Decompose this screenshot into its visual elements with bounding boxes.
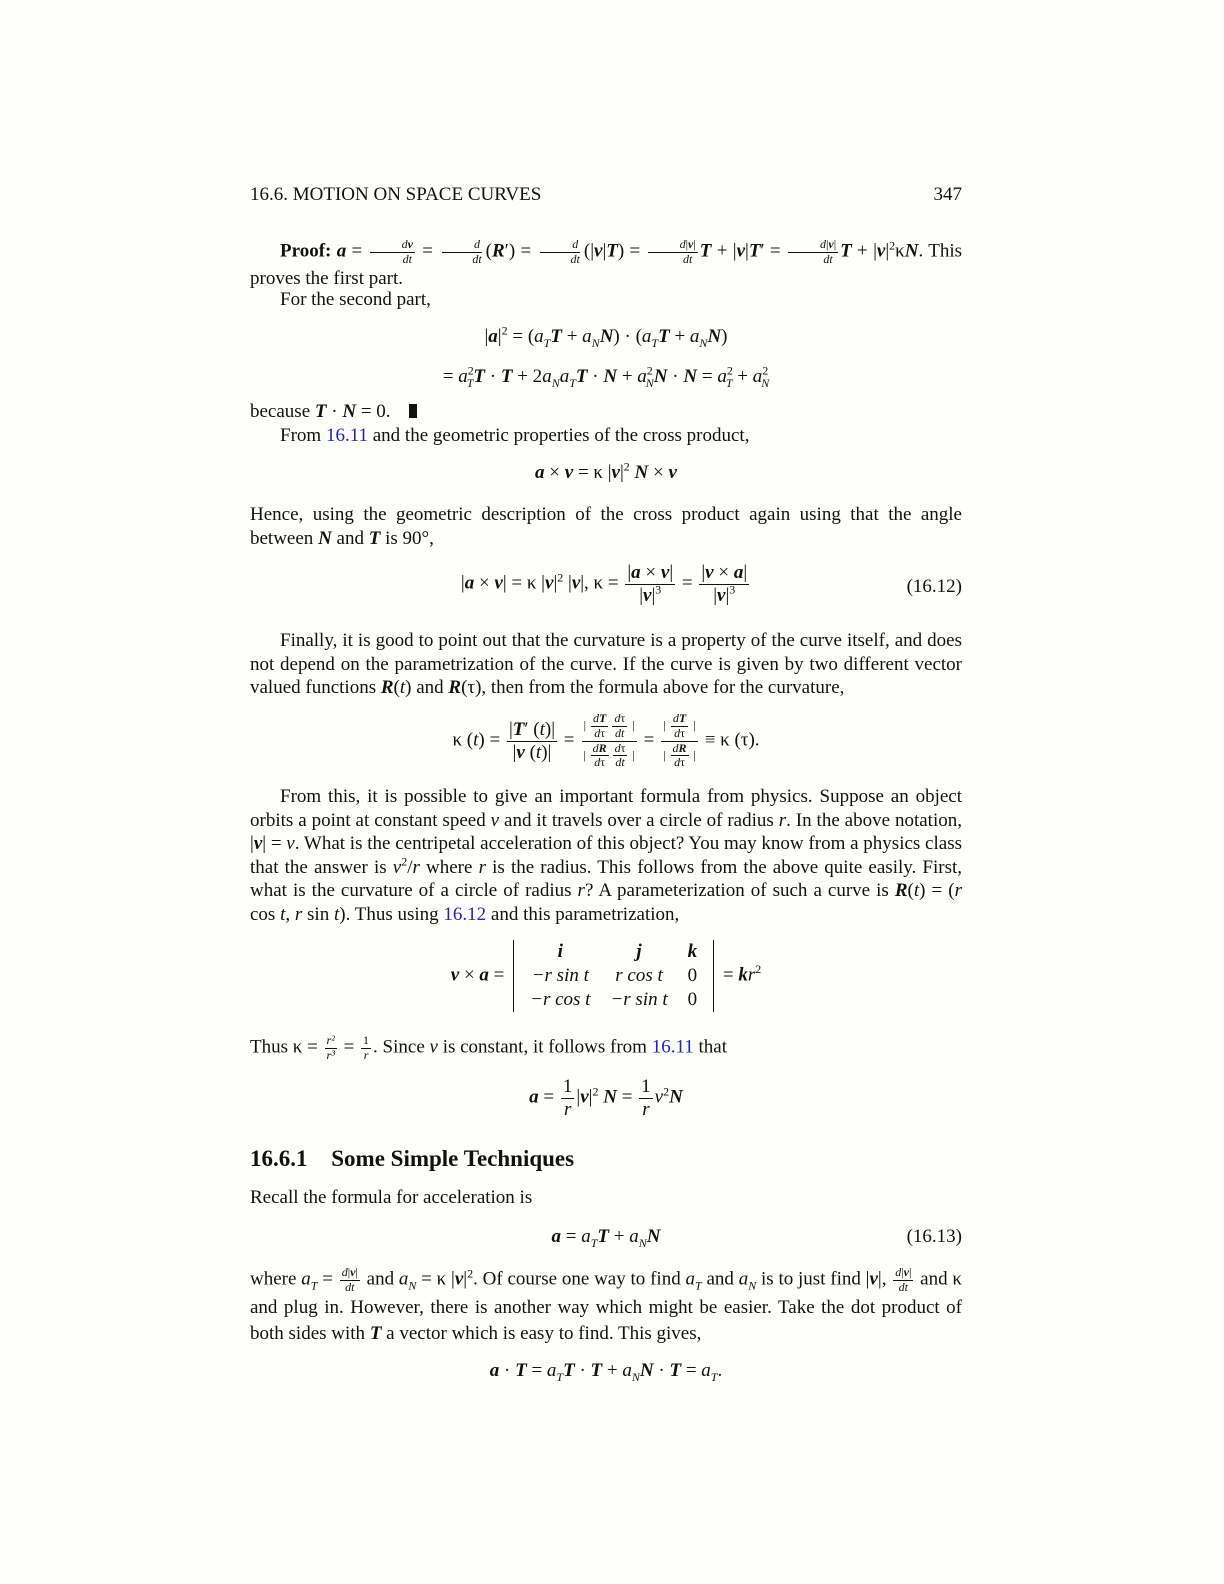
hence-paragraph: Hence, using the geometric description of the cross product again using that the angle between N and T is 90°,	[250, 504, 962, 549]
equation-dot-product: $a \cdot T = a_TT \cdot T + a_NN \cdot T = a_T$.	[489, 1360, 723, 1384]
equation-centripetal: a = $\frac{1}{r}$ $|v|^2$ N = $\frac{1}{r}$ $v^2N$	[529, 1076, 683, 1120]
page-number: 347	[933, 184, 962, 205]
section-number: 16.6.1	[250, 1146, 308, 1171]
ref-link-16-11-b[interactable]: 16.11	[651, 1036, 694, 1058]
physics-paragraph: From this, it is possible to give an important formula from physics. Suppose an object orbits a point at constant speed v and it travels over a circle of radius r. In the above notation, |v| = v. What is the centripetal acceleration of this object? You may know from a physics class that the answer is $v^2/r$ where r is the radius. This follows from the above quite easily. First, what is the curvature of a circle of radius r? A parameterization of such a curve is R(t) = (r cos t, r sin t). Thus using 16.12 and this parametrization,	[250, 786, 963, 925]
ref-link-16-11[interactable]: 16.11	[325, 425, 368, 446]
proof-paragraph: Proof: a = $\frac{dv}{dt}$ = $\frac{d}{dt}$ (R′) = $\frac{d}{dt}$ (|v|T) = $\frac{d|v|}{dt}$ T + |v|T′ = $\frac{d|v|}{dt}$ $T + |v|^2\kappa N$. This proves the first part.	[250, 237, 963, 289]
running-header	[250, 184, 962, 206]
equation-label-16-13: (16.13)	[906, 1226, 962, 1247]
finally-paragraph: Finally, it is good to point out that the curvature is a property of the curve itself, and does not depend on the parametrization of the curve. If the curve is given by two different vector valued functions R(t) and R(τ), then from the formula above for the curvature,	[250, 630, 962, 698]
equation-curvature-formula: |a × v| = κ $|v|^2$ |v|, κ = $\frac{|a \times v|}{|v|^3}$ = $\frac{|v \times a|}{|v|^3}$	[460, 562, 748, 606]
where-paragraph: where $a_T$ = $\frac{d|v|}{dt}$ and $a_N = \kappa$ $|v|^2$. Of course one way to find $a_T$ and $a_N$ is to just find |v|, $\frac{d|v|}{dt}$ and κ and plug in. However, there is another way which might be easier. Take the dot product of both sides with T a vector which is easy to find. This gives,	[250, 1265, 962, 1344]
equation-acceleration: $a = a_TT + a_NN$	[551, 1226, 661, 1250]
proof-label: Proof:	[280, 240, 332, 262]
because-line: because T · N = 0.	[250, 400, 417, 424]
matrix-row: −r cos t −r sin t 0	[530, 989, 698, 1010]
qed-box-icon	[409, 404, 417, 418]
ref-link-16-12[interactable]: 16.12	[443, 903, 487, 925]
section-title: Some Simple Techniques	[331, 1146, 575, 1171]
proof-trailing: This proves the first part.	[250, 240, 963, 289]
cross-product-intro: From 16.11 and the geometric properties of the cross product,	[280, 425, 750, 446]
second-part-intro: For the second part,	[280, 289, 431, 310]
determinant-matrix	[513, 940, 714, 1012]
equation-norm-a-squared: $|a|^2 = (a_TT + a_NN) \cdot (a_TT + a_NN)$	[484, 323, 728, 350]
equation-curvature-invariance: κ (t) = $\frac{|T' (t)|}{|v (t)|}$ = | $\frac{dT}{d\tau}$ $\frac{d\tau}{dt}$ | | $\frac{dR}{d\tau}$ $\frac{d\tau}{dt}$ | = | $\frac{dT}{d\tau}$ | | $\frac{dR}{d\tau}$ | ≡ κ (τ).	[452, 711, 760, 770]
equation-label-16-12: (16.12)	[906, 576, 962, 597]
matrix-row: −r sin t r cos t 0	[531, 965, 698, 986]
equation-cross-product: a × v = κ $|v|^2$ N × v	[535, 459, 677, 483]
running-title: 16.6. MOTION ON SPACE CURVES	[250, 184, 542, 205]
section-intro: Recall the formula for acceleration is	[250, 1187, 533, 1208]
thus-line: Thus κ = $\frac{\text{r²}}{\text{r³}}$ = $\frac{1}{r}$ . Since v is constant, it follows from 16.11 that	[250, 1033, 727, 1062]
matrix-row: i j k	[557, 941, 698, 962]
section-heading	[250, 1146, 574, 1172]
equation-expansion: = $a^2_TT \cdot T + 2a_Na_TT \cdot N + a^2_NN \cdot N = a^2_T + a^2_N$	[442, 363, 770, 390]
equation-determinant: v × a = i j k −r sin t r cos t 0 −r cos t −r sin t 0 = $kr^2$	[450, 941, 762, 1010]
